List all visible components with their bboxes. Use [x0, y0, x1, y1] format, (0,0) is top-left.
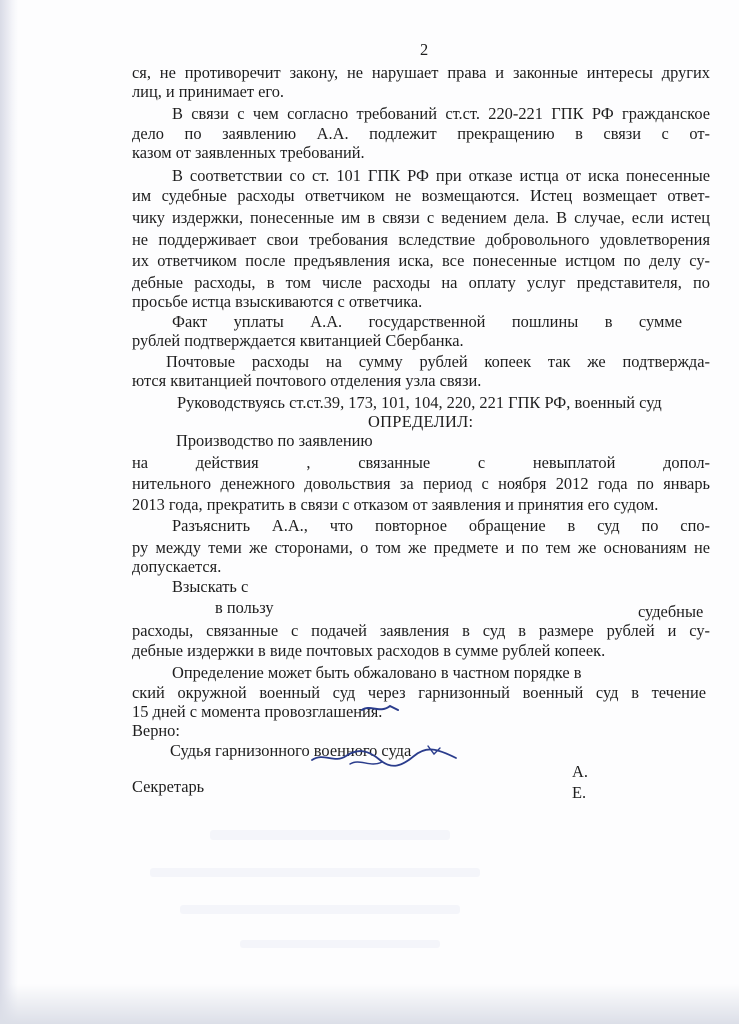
text-line: казом от заявленных требований. — [132, 143, 365, 162]
text-line: Е. — [572, 783, 587, 802]
text-line: 15 дней с момента провозглашения. — [132, 702, 383, 721]
text-line: ются квитанцией почтового отделения узла связи. — [132, 371, 482, 390]
text-line: их ответчиком после предъявления иска, все понесенные истцом по делу су- — [132, 251, 710, 270]
text-line: ру между теми же сторонами, о том же предмете и по тем же основаниям не — [132, 538, 710, 557]
text-line: допускается. — [132, 557, 222, 576]
text-line: Производство по заявлению — [176, 431, 373, 450]
text-line: Верно: — [132, 721, 180, 740]
bleed-through-mark — [180, 905, 460, 914]
bleed-through-mark — [210, 830, 450, 840]
text-line: В связи с чем согласно требований ст.ст. 220-221 ГПК РФ гражданское — [172, 104, 710, 123]
text-line: на действия , связанные с невыплатой допол- — [132, 453, 710, 472]
text-line: нительного денежного довольствия за период с ноября 2012 года по январь — [132, 474, 710, 493]
text-line: не поддерживает свои требования вследствие добровольного удовлетворения — [132, 230, 710, 249]
text-line: А. — [572, 762, 588, 781]
text-line: чику издержки, понесенные им в связи с ведением дела. В случае, если истец — [132, 208, 710, 227]
text-line: просьбе истца взыскиваются с ответчика. — [132, 292, 423, 311]
bleed-through-mark — [150, 868, 480, 877]
text-line: рублей подтверждается квитанцией Сбербанка. — [132, 331, 464, 350]
page-number: 2 — [420, 40, 429, 59]
text-line: В соответствии со ст. 101 ГПК РФ при отказе истца от иска понесенные — [172, 166, 710, 185]
text-line: Определение может быть обжаловано в частном порядке в — [172, 663, 582, 682]
text-line: лиц, и принимает его. — [132, 82, 285, 101]
scan-bottom-shadow — [0, 984, 739, 1024]
text-line: Секретарь — [132, 777, 205, 796]
text-line: в пользу — [215, 598, 274, 617]
text-line: расходы, связанные с подачей заявления в суд в размере рублей и су- — [132, 621, 710, 640]
text-line: дебные расходы, в том числе расходы на оплату услуг представителя, по — [132, 273, 710, 292]
text-line: Судья гарнизонного военного суда — [170, 741, 412, 760]
text-line: судебные — [638, 602, 704, 621]
text-line: дебные издержки в виде почтовых расходов в сумме рублей копеек. — [132, 641, 606, 660]
bleed-through-mark — [240, 940, 440, 948]
text-line: ский окружной военный суд через гарнизонный военный суд в течение — [132, 683, 706, 702]
ink-mark — [360, 700, 400, 716]
signature-ink — [310, 742, 460, 772]
scan-edge-shadow — [0, 0, 18, 1024]
text-line: ся, не противоречит закону, не нарушает права и законные интересы других — [132, 63, 710, 82]
section-heading: ОПРЕДЕЛИЛ: — [368, 412, 474, 431]
text-line: им судебные расходы ответчиком не возмещаются. Истец возмещает ответ- — [132, 186, 710, 205]
text-line: 2013 года, прекратить в связи с отказом от заявления и принятия его судом. — [132, 495, 659, 514]
text-line: Руководствуясь ст.ст.39, 173, 101, 104, 220, 221 ГПК РФ, военный суд — [177, 393, 662, 412]
text-line: Факт уплаты А.А. государственной пошлины в сумме — [172, 312, 682, 331]
text-line: Взыскать с — [172, 577, 249, 596]
text-line: дело по заявлению А.А. подлежит прекращению в связи с от- — [132, 124, 710, 143]
text-line: Почтовые расходы на сумму рублей копеек так же подтвержда- — [166, 352, 710, 371]
text-line: Разъяснить А.А., что повторное обращение в суд по спо- — [172, 516, 710, 535]
